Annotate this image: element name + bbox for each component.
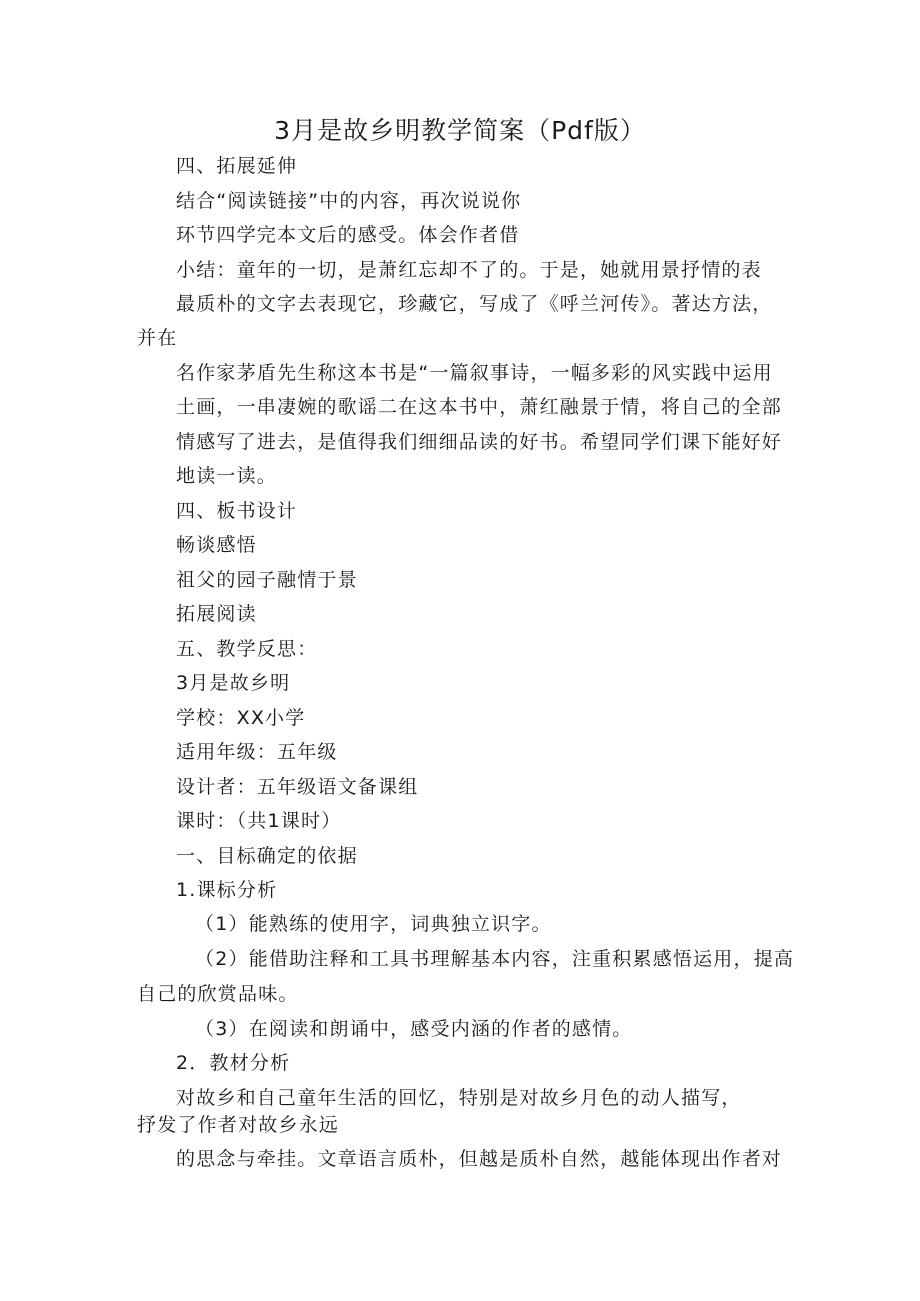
text-line: 畅谈感悟 xyxy=(176,534,257,556)
text-line: 并在 xyxy=(137,327,178,349)
text-line: 情感写了进去，是值得我们细细品读的好书。希望同学们课下能好好 xyxy=(176,431,783,453)
text-line: 适用年级：五年级 xyxy=(176,741,338,763)
text-line: 2．教材分析 xyxy=(176,1052,291,1074)
document-title: 3月是故乡明教学简案（Pdf版） xyxy=(274,116,646,145)
text-line: （3）在阅读和朗诵中，感受内涵的作者的感情。 xyxy=(195,1018,633,1040)
text-line: 环节四学完本文后的感受。体会作者借 xyxy=(176,224,520,246)
text-line: 祖父的园子融情于景 xyxy=(176,569,358,591)
text-line: 1.课标分析 xyxy=(176,879,278,901)
text-line: 最质朴的文字去表现它，珍藏它，写成了《呼兰河传》。著达方法， xyxy=(176,293,773,315)
text-line: 四、拓展延伸 xyxy=(176,155,298,177)
text-line: 结合“阅读链接”中的内容，再次说说你 xyxy=(176,190,522,212)
text-line: 拓展阅读 xyxy=(176,603,257,625)
text-line: 的思念与牵挂。文章语言质朴，但越是质朴自然，越能体现出作者对 xyxy=(176,1148,783,1170)
text-line: 五、教学反思： xyxy=(176,638,318,660)
text-line: 抒发了作者对故乡永远 xyxy=(137,1114,340,1136)
text-line: 一、目标确定的依据 xyxy=(176,845,358,867)
text-line: 小结：童年的一切，是萧红忘却不了的。于是，她就用景抒情的表 xyxy=(176,259,762,281)
text-line: 课时：（共1课时） xyxy=(176,810,342,832)
text-line: 四、板书设计 xyxy=(176,500,298,522)
text-line: 设计者：五年级语文备课组 xyxy=(176,776,419,798)
text-line: 3月是故乡明 xyxy=(176,672,291,694)
text-line: 自己的欣赏品味。 xyxy=(137,983,299,1005)
text-line: 名作家茅盾先生称这本书是“一篇叙事诗，一幅多彩的风实践中运用 xyxy=(176,362,773,384)
text-line: （2）能借助注释和工具书理解基本内容，注重积累感悟运用，提高 xyxy=(195,948,795,970)
text-line: 地读一读。 xyxy=(176,465,278,487)
text-line: 学校：XX小学 xyxy=(176,707,306,729)
text-line: （1）能熟练的使用字，词典独立识字。 xyxy=(195,913,552,935)
text-line: 土画，一串凄婉的歌谣二在这本书中，萧红融景于情，将自己的全部 xyxy=(176,396,783,418)
text-line: 对故乡和自己童年生活的回忆，特别是对故乡月色的动人描写， xyxy=(176,1087,742,1109)
